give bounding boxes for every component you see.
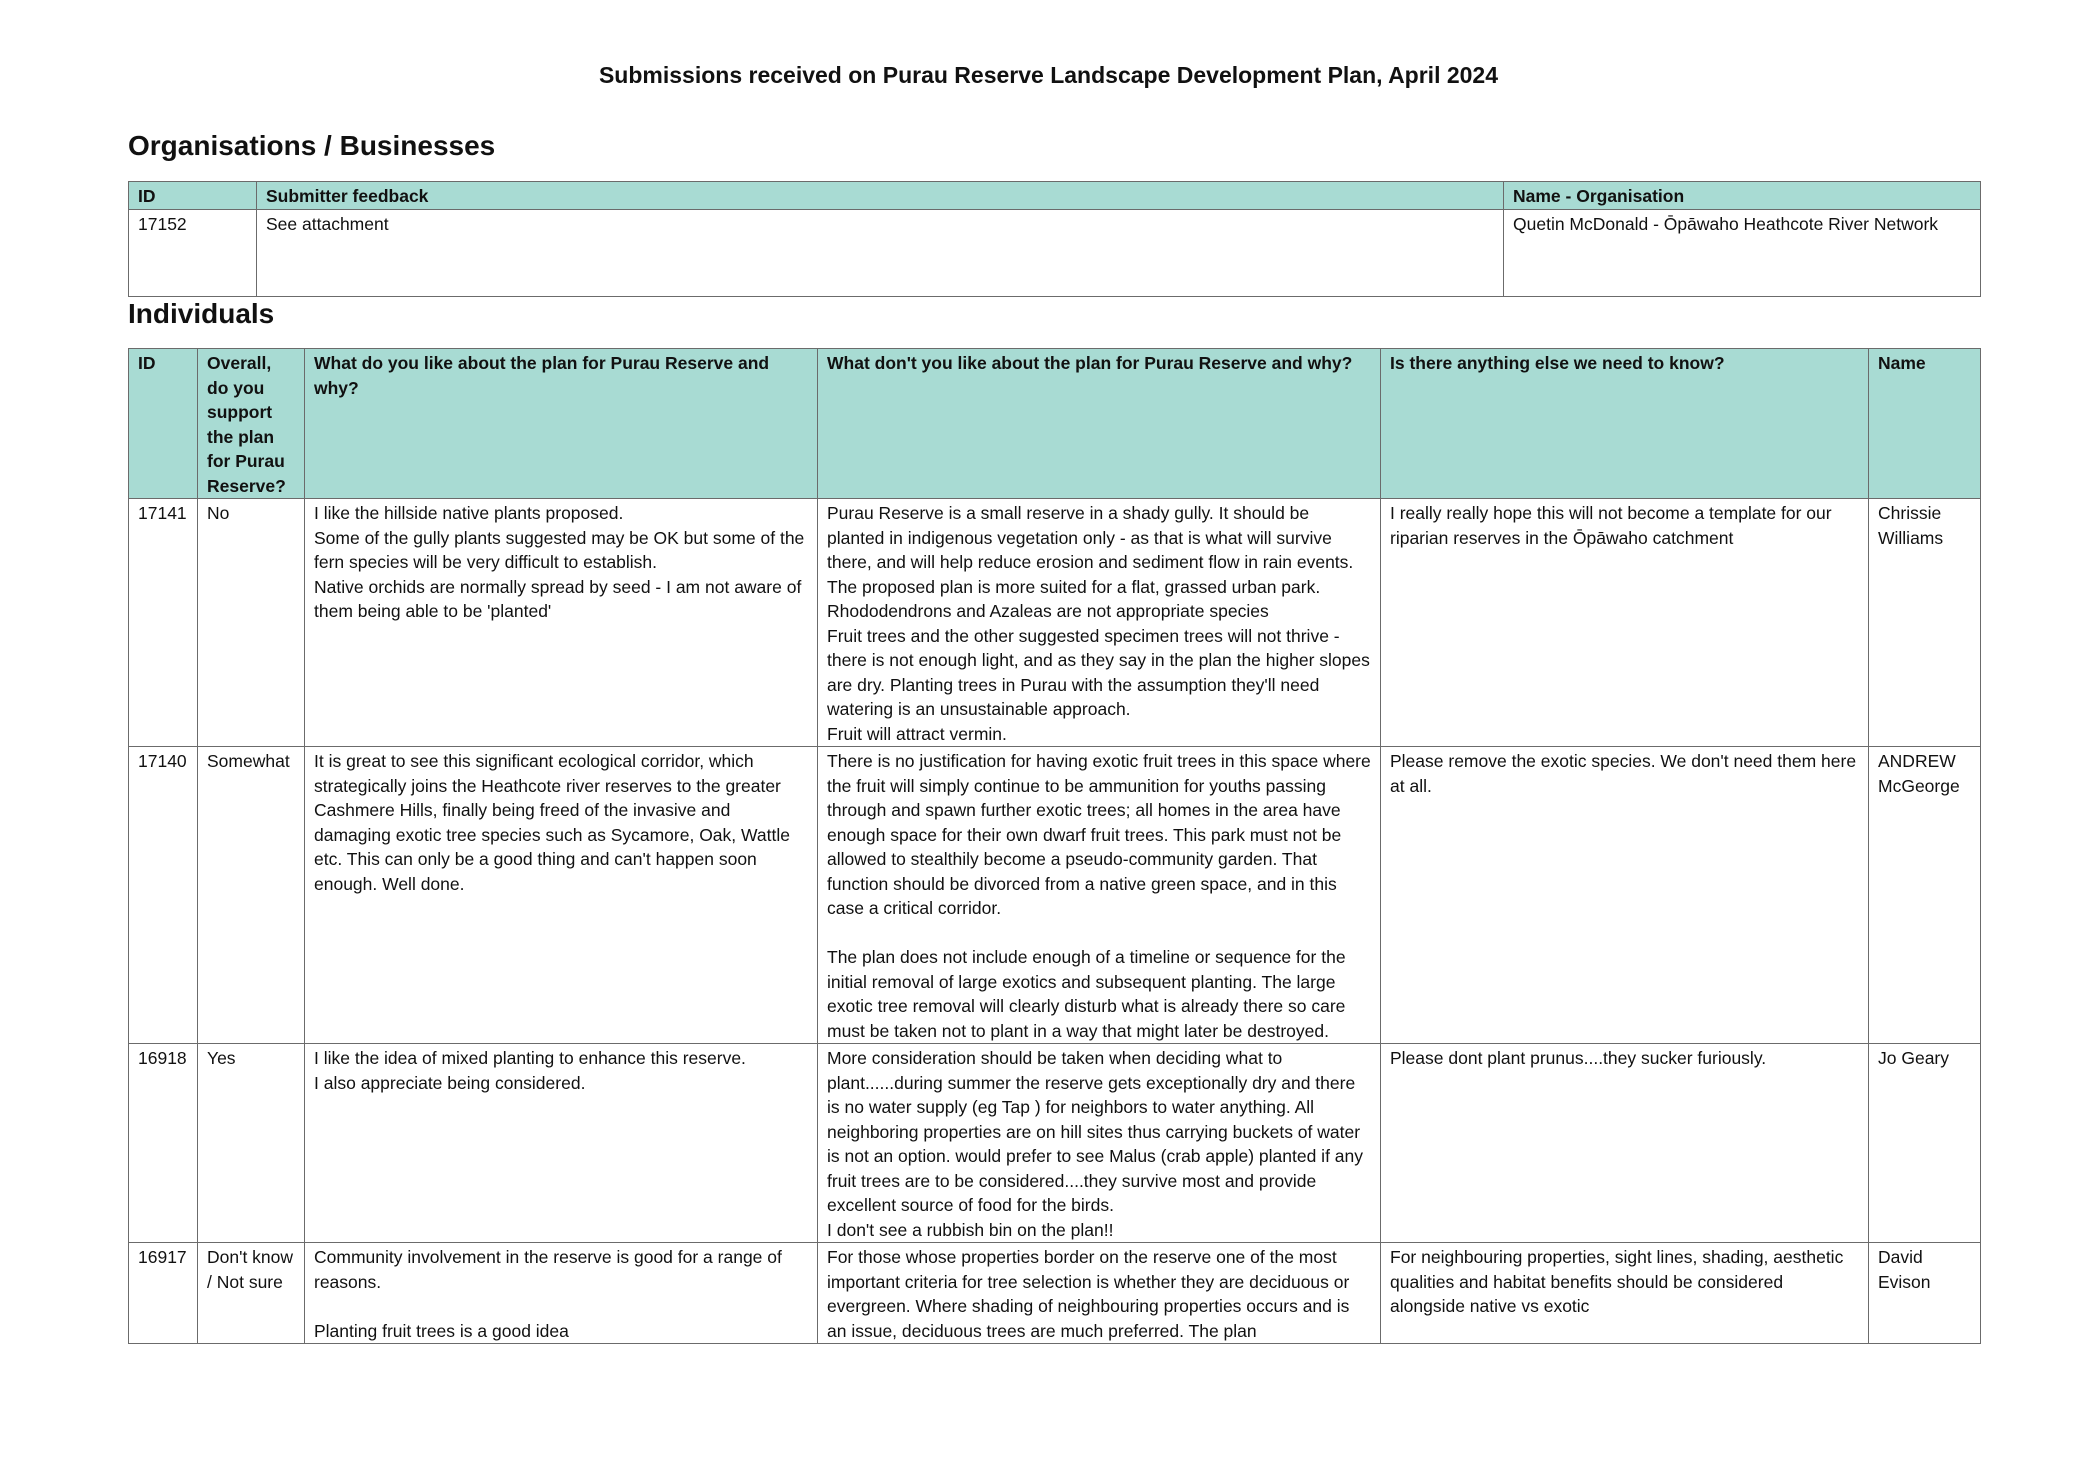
- table-row: [129, 1044, 1981, 1243]
- cell-dislike: More consideration should be taken when deciding what to plant......during summer the reserve gets exceptionally dry and there is no water supply (eg Tap ) for neighbors to water anything. All neighboring properties are on hill sites thus carrying buckets of water is not an option. would prefer to see Malus (crab apple) planted if any fruit trees are to be considered....they survive most and provide excellent source of food for the birds. I don't see a rubbish bin on the plan!!: [818, 1044, 1381, 1243]
- header-anything-else: Is there anything else we need to know?: [1381, 349, 1869, 499]
- table-header-row: [129, 182, 1981, 210]
- cell-anything-else: I really really hope this will not become a template for our riparian reserves in the Ōpāwaho catchment: [1381, 499, 1869, 747]
- header-name: Name: [1869, 349, 1981, 499]
- header-id: ID: [129, 349, 198, 499]
- cell-support: Don't know / Not sure: [198, 1243, 305, 1344]
- cell-like: I like the hillside native plants proposed. Some of the gully plants suggested may be OK but some of the fern species will be very difficult to establish. Native orchids are normally spread by seed - I am not aware of them being able to be 'planted': [305, 499, 818, 747]
- table-row: [129, 747, 1981, 1044]
- cell-dislike: For those whose properties border on the reserve one of the most important criteria for tree selection is whether they are deciduous or evergreen. Where shading of neighbouring properties occurs and is an issue, deciduous trees are much preferred. The plan: [818, 1243, 1381, 1344]
- cell-anything-else: Please remove the exotic species. We don't need them here at all.: [1381, 747, 1869, 1044]
- individuals-heading: Individuals: [128, 298, 275, 329]
- cell-support: Yes: [198, 1044, 305, 1243]
- header-submitter-feedback: Submitter feedback: [257, 182, 1504, 210]
- header-id: ID: [129, 182, 257, 210]
- cell-name: Chrissie Williams: [1869, 499, 1981, 747]
- cell-name: ANDREW McGeorge: [1869, 747, 1981, 1044]
- cell-id: 17141: [129, 499, 198, 747]
- cell-name: Jo Geary: [1869, 1044, 1981, 1243]
- individuals-table: [128, 348, 1981, 1344]
- cell-support: No: [198, 499, 305, 747]
- table-row: [129, 1243, 1981, 1344]
- cell-name: David Evison: [1869, 1243, 1981, 1344]
- cell-dislike: There is no justification for having exotic fruit trees in this space where the fruit will simply continue to be ammunition for youths passing through and spawn further exotic trees; all homes in the area have enough space for their own dwarf fruit trees. This park must not be allowed to stealthily become a pseudo-community garden. That function should be divorced from a native green space, and in this case a critical corridor. The plan does not include enough of a timeline or sequence for the initial removal of large exotics and subsequent planting. The large exotic tree removal will clearly disturb what is already there so care must be taken not to plant in a way that might later be destroyed.: [818, 747, 1381, 1044]
- cell-anything-else: Please dont plant prunus....they sucker furiously.: [1381, 1044, 1869, 1243]
- cell-support: Somewhat: [198, 747, 305, 1044]
- cell-like: I like the idea of mixed planting to enhance this reserve. I also appreciate being considered.: [305, 1044, 818, 1243]
- cell-like: Community involvement in the reserve is good for a range of reasons. Planting fruit trees is a good idea: [305, 1243, 818, 1344]
- header-name-organisation: Name - Organisation: [1504, 182, 1981, 210]
- organisations-table: [128, 181, 1981, 297]
- header-like: What do you like about the plan for Purau Reserve and why?: [305, 349, 818, 499]
- cell-like: It is great to see this significant ecological corridor, which strategically joins the Heathcote river reserves to the greater Cashmere Hills, finally being freed of the invasive and damaging exotic tree species such as Sycamore, Oak, Wattle etc. This can only be a good thing and can't happen soon enough. Well done.: [305, 747, 818, 1044]
- cell-name-organisation: Quetin McDonald - Ōpāwaho Heathcote River Network: [1504, 209, 1981, 296]
- header-support: Overall, do you support the plan for Purau Reserve?: [198, 349, 305, 499]
- document-title: Submissions received on Purau Reserve Landscape Development Plan, April 2024: [598, 62, 1499, 88]
- table-row: [129, 499, 1981, 747]
- table-header-row: [129, 349, 1981, 499]
- cell-id: 16917: [129, 1243, 198, 1344]
- cell-id: 16918: [129, 1044, 198, 1243]
- cell-feedback: See attachment: [257, 209, 1504, 296]
- cell-id: 17140: [129, 747, 198, 1044]
- cell-anything-else: For neighbouring properties, sight lines, shading, aesthetic qualities and habitat benefits should be considered alongside native vs exotic: [1381, 1243, 1869, 1344]
- organisations-heading: Organisations / Businesses: [128, 130, 496, 161]
- table-row: [129, 209, 1981, 296]
- header-dislike: What don't you like about the plan for Purau Reserve and why?: [818, 349, 1381, 499]
- cell-dislike: Purau Reserve is a small reserve in a shady gully. It should be planted in indigenous vegetation only - as that is what will survive there, and will help reduce erosion and sediment flow in rain events. The proposed plan is more suited for a flat, grassed urban park. Rhododendrons and Azaleas are not appropriate species Fruit trees and the other suggested specimen trees will not thrive - there is not enough light, and as they say in the plan the higher slopes are dry. Planting trees in Purau with the assumption they'll need watering is an unsustainable approach. Fruit will attract vermin.: [818, 499, 1381, 747]
- cell-id: 17152: [129, 209, 257, 296]
